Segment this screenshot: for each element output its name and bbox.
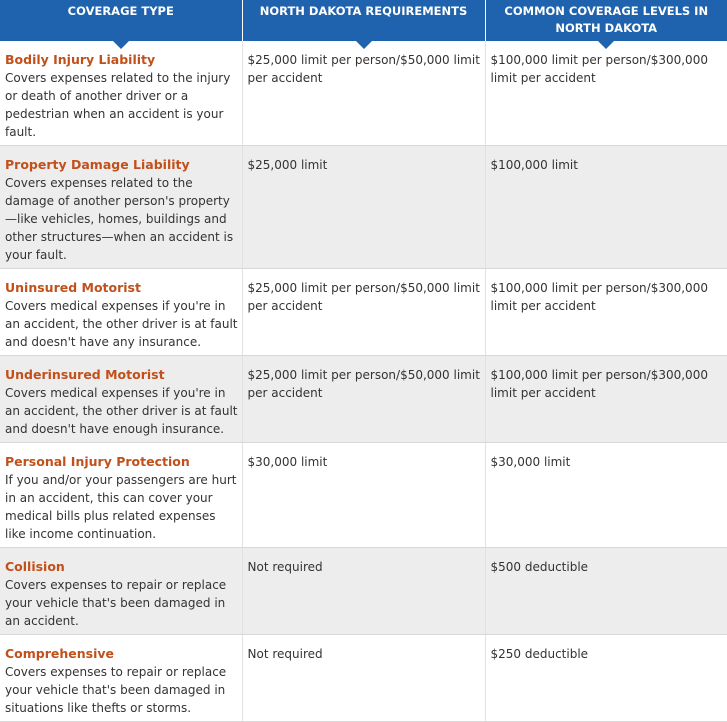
header-coverage-type [0, 0, 242, 41]
down-arrow-icon [113, 41, 129, 49]
coverage-title: Underinsured Motorist [5, 367, 165, 382]
table-row [0, 356, 727, 443]
header-common-levels-label: COMMON COVERAGE LEVELS IN NORTH DAKOTA [504, 4, 709, 35]
coverage-description: If you and/or your passengers are hurt in an accident, this can cover your medical bills plus related expenses like income continuation. [5, 473, 237, 541]
table-row [0, 635, 727, 722]
coverage-cell [0, 356, 242, 443]
coverage-title: Collision [5, 559, 65, 574]
requirement-cell: $30,000 limit [242, 443, 485, 548]
header-state-requirements [242, 0, 485, 41]
coverage-description: Covers medical expenses if you're in an accident, the other driver is at fault and doesn't have enough insurance. [5, 386, 238, 436]
coverage-cell [0, 146, 242, 269]
coverage-cell [0, 443, 242, 548]
common-level-cell: $250 deductible [485, 635, 727, 722]
header-coverage-type-label: COVERAGE TYPE [67, 4, 174, 18]
table-header [0, 0, 727, 41]
requirement-cell: Not required [242, 635, 485, 722]
coverage-title: Uninsured Motorist [5, 280, 141, 295]
table-row [0, 41, 727, 146]
coverage-title: Bodily Injury Liability [5, 52, 156, 67]
coverage-cell [0, 635, 242, 722]
common-level-cell: $100,000 limit [485, 146, 727, 269]
coverage-description: Covers medical expenses if you're in an accident, the other driver is at fault and doesn't have any insurance. [5, 299, 238, 349]
common-level-cell: $100,000 limit per person/$300,000 limit per accident [485, 269, 727, 356]
down-arrow-icon [598, 41, 614, 49]
table-row [0, 443, 727, 548]
common-level-cell: $30,000 limit [485, 443, 727, 548]
common-level-cell: $500 deductible [485, 548, 727, 635]
table-row [0, 269, 727, 356]
coverage-description: Covers expenses related to the injury or death of another driver or a pedestrian when an accident is your fault. [5, 71, 231, 139]
header-row [0, 0, 727, 41]
coverage-description: Covers expenses to repair or replace your vehicle that's been damaged in situations like thefts or storms. [5, 665, 227, 715]
coverage-title: Comprehensive [5, 646, 115, 661]
coverage-description: Covers expenses related to the damage of another person's property—like vehicles, homes, buildings and other structures—when an accident is your fault. [5, 176, 234, 262]
coverage-title: Personal Injury Protection [5, 454, 190, 469]
requirement-cell: Not required [242, 548, 485, 635]
coverage-description: Covers expenses to repair or replace your vehicle that's been damaged in an accident. [5, 578, 227, 628]
requirement-cell: $25,000 limit per person/$50,000 limit per accident [242, 41, 485, 146]
header-common-levels [485, 0, 727, 41]
coverage-cell [0, 41, 242, 146]
table-row [0, 146, 727, 269]
table-body [0, 41, 727, 722]
down-arrow-icon [356, 41, 372, 49]
header-state-requirements-label: NORTH DAKOTA REQUIREMENTS [259, 4, 468, 18]
requirement-cell: $25,000 limit [242, 146, 485, 269]
table-row [0, 548, 727, 635]
requirement-cell: $25,000 limit per person/$50,000 limit per accident [242, 356, 485, 443]
common-level-cell: $100,000 limit per person/$300,000 limit per accident [485, 41, 727, 146]
coverage-cell [0, 548, 242, 635]
common-level-cell: $100,000 limit per person/$300,000 limit per accident [485, 356, 727, 443]
coverage-cell [0, 269, 242, 356]
requirement-cell: $25,000 limit per person/$50,000 limit per accident [242, 269, 485, 356]
coverage-title: Property Damage Liability [5, 157, 190, 172]
